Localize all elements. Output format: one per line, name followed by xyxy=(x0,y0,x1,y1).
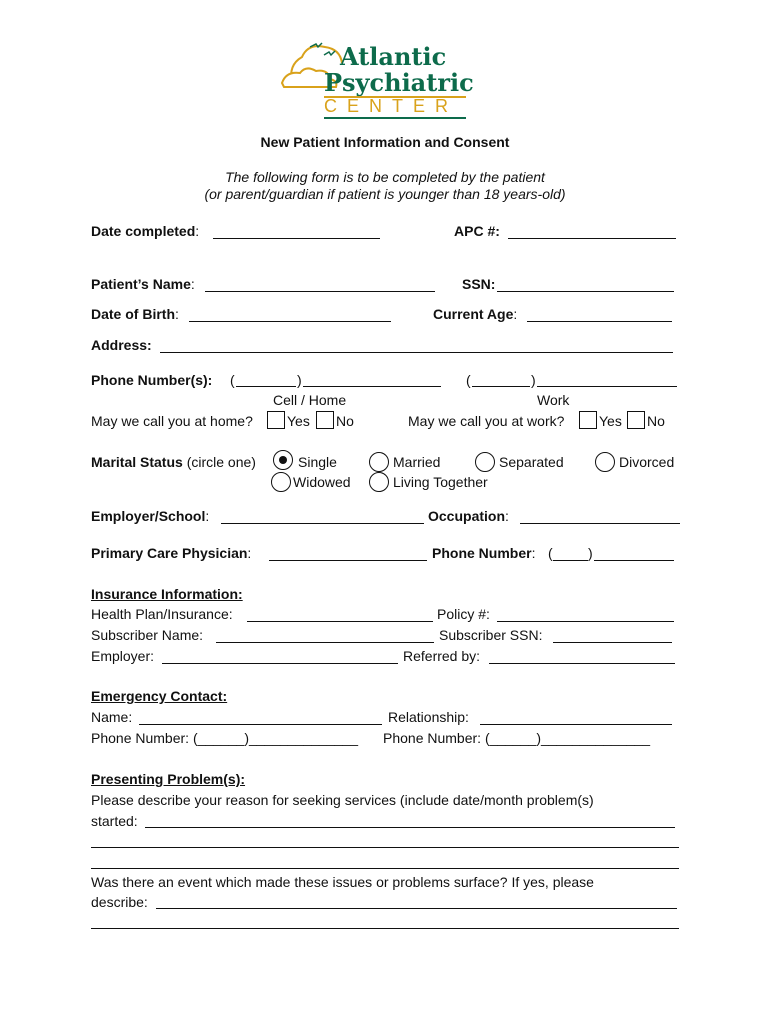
address-field[interactable] xyxy=(160,352,673,353)
apc-field[interactable] xyxy=(508,238,676,239)
call-home-yes-checkbox[interactable] xyxy=(267,411,285,429)
marital-divorced-label: Divorced xyxy=(619,454,675,470)
work-paren-open: ( xyxy=(466,372,471,388)
call-home-question: May we call you at home? xyxy=(91,413,253,429)
marital-single-label: Single xyxy=(298,454,337,470)
marital-status-label: Marital Status (circle one) xyxy=(91,454,256,470)
subscriber-ssn-field[interactable] xyxy=(553,642,672,643)
marital-separated-label: Separated xyxy=(499,454,564,470)
marital-single-radio[interactable] xyxy=(273,450,293,470)
emergency-relationship-field[interactable] xyxy=(480,724,672,725)
emergency-name-field[interactable] xyxy=(139,724,382,725)
health-plan-field[interactable] xyxy=(247,621,433,622)
emergency-heading: Emergency Contact: xyxy=(91,688,228,704)
presenting-problems-prompt: Please describe your reason for seeking services (include date/month problem(s) xyxy=(91,792,594,808)
presenting-problems-heading: Presenting Problem(s): xyxy=(91,771,246,787)
call-work-no-label: No xyxy=(647,413,665,429)
insurance-employer-label: Employer: xyxy=(91,648,155,664)
dob-field[interactable] xyxy=(189,321,391,322)
employer-school-label: Employer/School: xyxy=(91,508,210,524)
presenting-problems-line-1[interactable] xyxy=(145,827,675,828)
date-completed-label: Date completed: xyxy=(91,223,200,239)
call-work-yes-label: Yes xyxy=(599,413,622,429)
emergency-name-label: Name: xyxy=(91,709,133,725)
emergency-phone-2[interactable]: Phone Number: (______)______________ xyxy=(383,730,650,746)
current-age-field[interactable] xyxy=(527,321,672,322)
home-phone-field[interactable] xyxy=(303,386,441,387)
pcp-phone-paren-close: ) xyxy=(588,545,593,561)
address-label: Address: xyxy=(91,337,152,353)
cell-home-caption: Cell / Home xyxy=(273,392,347,408)
pcp-phone-label: Phone Number: xyxy=(432,545,536,561)
event-question: Was there an event which made these issues or problems surface? If yes, please xyxy=(91,874,594,890)
presenting-problems-line-3[interactable] xyxy=(91,868,679,869)
call-work-no-checkbox[interactable] xyxy=(627,411,645,429)
call-home-no-checkbox[interactable] xyxy=(316,411,334,429)
marital-divorced-radio[interactable] xyxy=(595,452,615,472)
occupation-label: Occupation: xyxy=(428,508,509,524)
phone-numbers-label: Phone Number(s): xyxy=(91,372,213,388)
logo xyxy=(280,30,480,125)
logo-line-2: Psychiatric xyxy=(324,68,474,97)
event-line-1[interactable] xyxy=(156,908,677,909)
work-phone-field[interactable] xyxy=(537,386,677,387)
logo-line-3: CENTER xyxy=(324,96,459,116)
call-home-yes-label: Yes xyxy=(287,413,310,429)
employer-school-field[interactable] xyxy=(221,523,424,524)
referred-by-field[interactable] xyxy=(489,663,675,664)
marital-living-together-label: Living Together xyxy=(393,474,488,490)
emergency-relationship-label: Relationship: xyxy=(388,709,469,725)
apc-label: APC #: xyxy=(454,223,500,239)
marital-living-together-radio[interactable] xyxy=(369,472,389,492)
presenting-problems-started-label: started: xyxy=(91,813,138,829)
event-line-2[interactable] xyxy=(91,928,679,929)
dob-label: Date of Birth: xyxy=(91,306,179,322)
insurance-heading: Insurance Information: xyxy=(91,586,243,602)
pcp-field[interactable] xyxy=(269,560,427,561)
home-paren-open: ( xyxy=(230,372,235,388)
marital-widowed-radio[interactable] xyxy=(271,472,291,492)
call-work-yes-checkbox[interactable] xyxy=(579,411,597,429)
ssn-label: SSN: xyxy=(462,276,496,292)
insurance-employer-field[interactable] xyxy=(162,663,398,664)
work-area-code-field[interactable] xyxy=(472,386,530,387)
call-home-no-label: No xyxy=(336,413,354,429)
intro-line-1: The following form is to be completed by the patient xyxy=(225,169,545,185)
subscriber-ssn-label: Subscriber SSN: xyxy=(439,627,543,643)
page-title: New Patient Information and Consent xyxy=(260,134,510,150)
work-paren-close: ) xyxy=(531,372,536,388)
date-completed-field[interactable] xyxy=(213,238,380,239)
occupation-field[interactable] xyxy=(520,523,680,524)
marital-married-label: Married xyxy=(393,454,441,470)
patient-name-label: Patient’s Name: xyxy=(91,276,195,292)
emergency-phone-1[interactable]: Phone Number: (______)______________ xyxy=(91,730,358,746)
event-describe-label: describe: xyxy=(91,894,148,910)
subscriber-name-label: Subscriber Name: xyxy=(91,627,204,643)
patient-name-field[interactable] xyxy=(205,291,435,292)
pcp-phone-paren-open: ( xyxy=(548,545,553,561)
pcp-phone-field[interactable] xyxy=(594,560,674,561)
work-caption: Work xyxy=(537,392,570,408)
logo-line-1: Atlantic xyxy=(340,42,447,71)
policy-label: Policy #: xyxy=(437,606,490,622)
call-work-question: May we call you at work? xyxy=(408,413,565,429)
health-plan-label: Health Plan/Insurance: xyxy=(91,606,233,622)
intro-line-2: (or parent/guardian if patient is younger than 18 years-old) xyxy=(204,186,566,202)
home-paren-close: ) xyxy=(297,372,302,388)
pcp-label: Primary Care Physician: xyxy=(91,545,252,561)
marital-widowed-label: Widowed xyxy=(293,474,351,490)
subscriber-name-field[interactable] xyxy=(216,642,434,643)
home-area-code-field[interactable] xyxy=(236,386,296,387)
policy-field[interactable] xyxy=(497,621,674,622)
pcp-phone-area-code-field[interactable] xyxy=(553,560,588,561)
referred-by-label: Referred by: xyxy=(403,648,481,664)
marital-separated-radio[interactable] xyxy=(475,452,495,472)
logo-rule-bottom xyxy=(324,117,466,119)
presenting-problems-line-2[interactable] xyxy=(91,847,679,848)
current-age-label: Current Age: xyxy=(433,306,518,322)
ssn-field[interactable] xyxy=(497,291,674,292)
marital-married-radio[interactable] xyxy=(369,452,389,472)
